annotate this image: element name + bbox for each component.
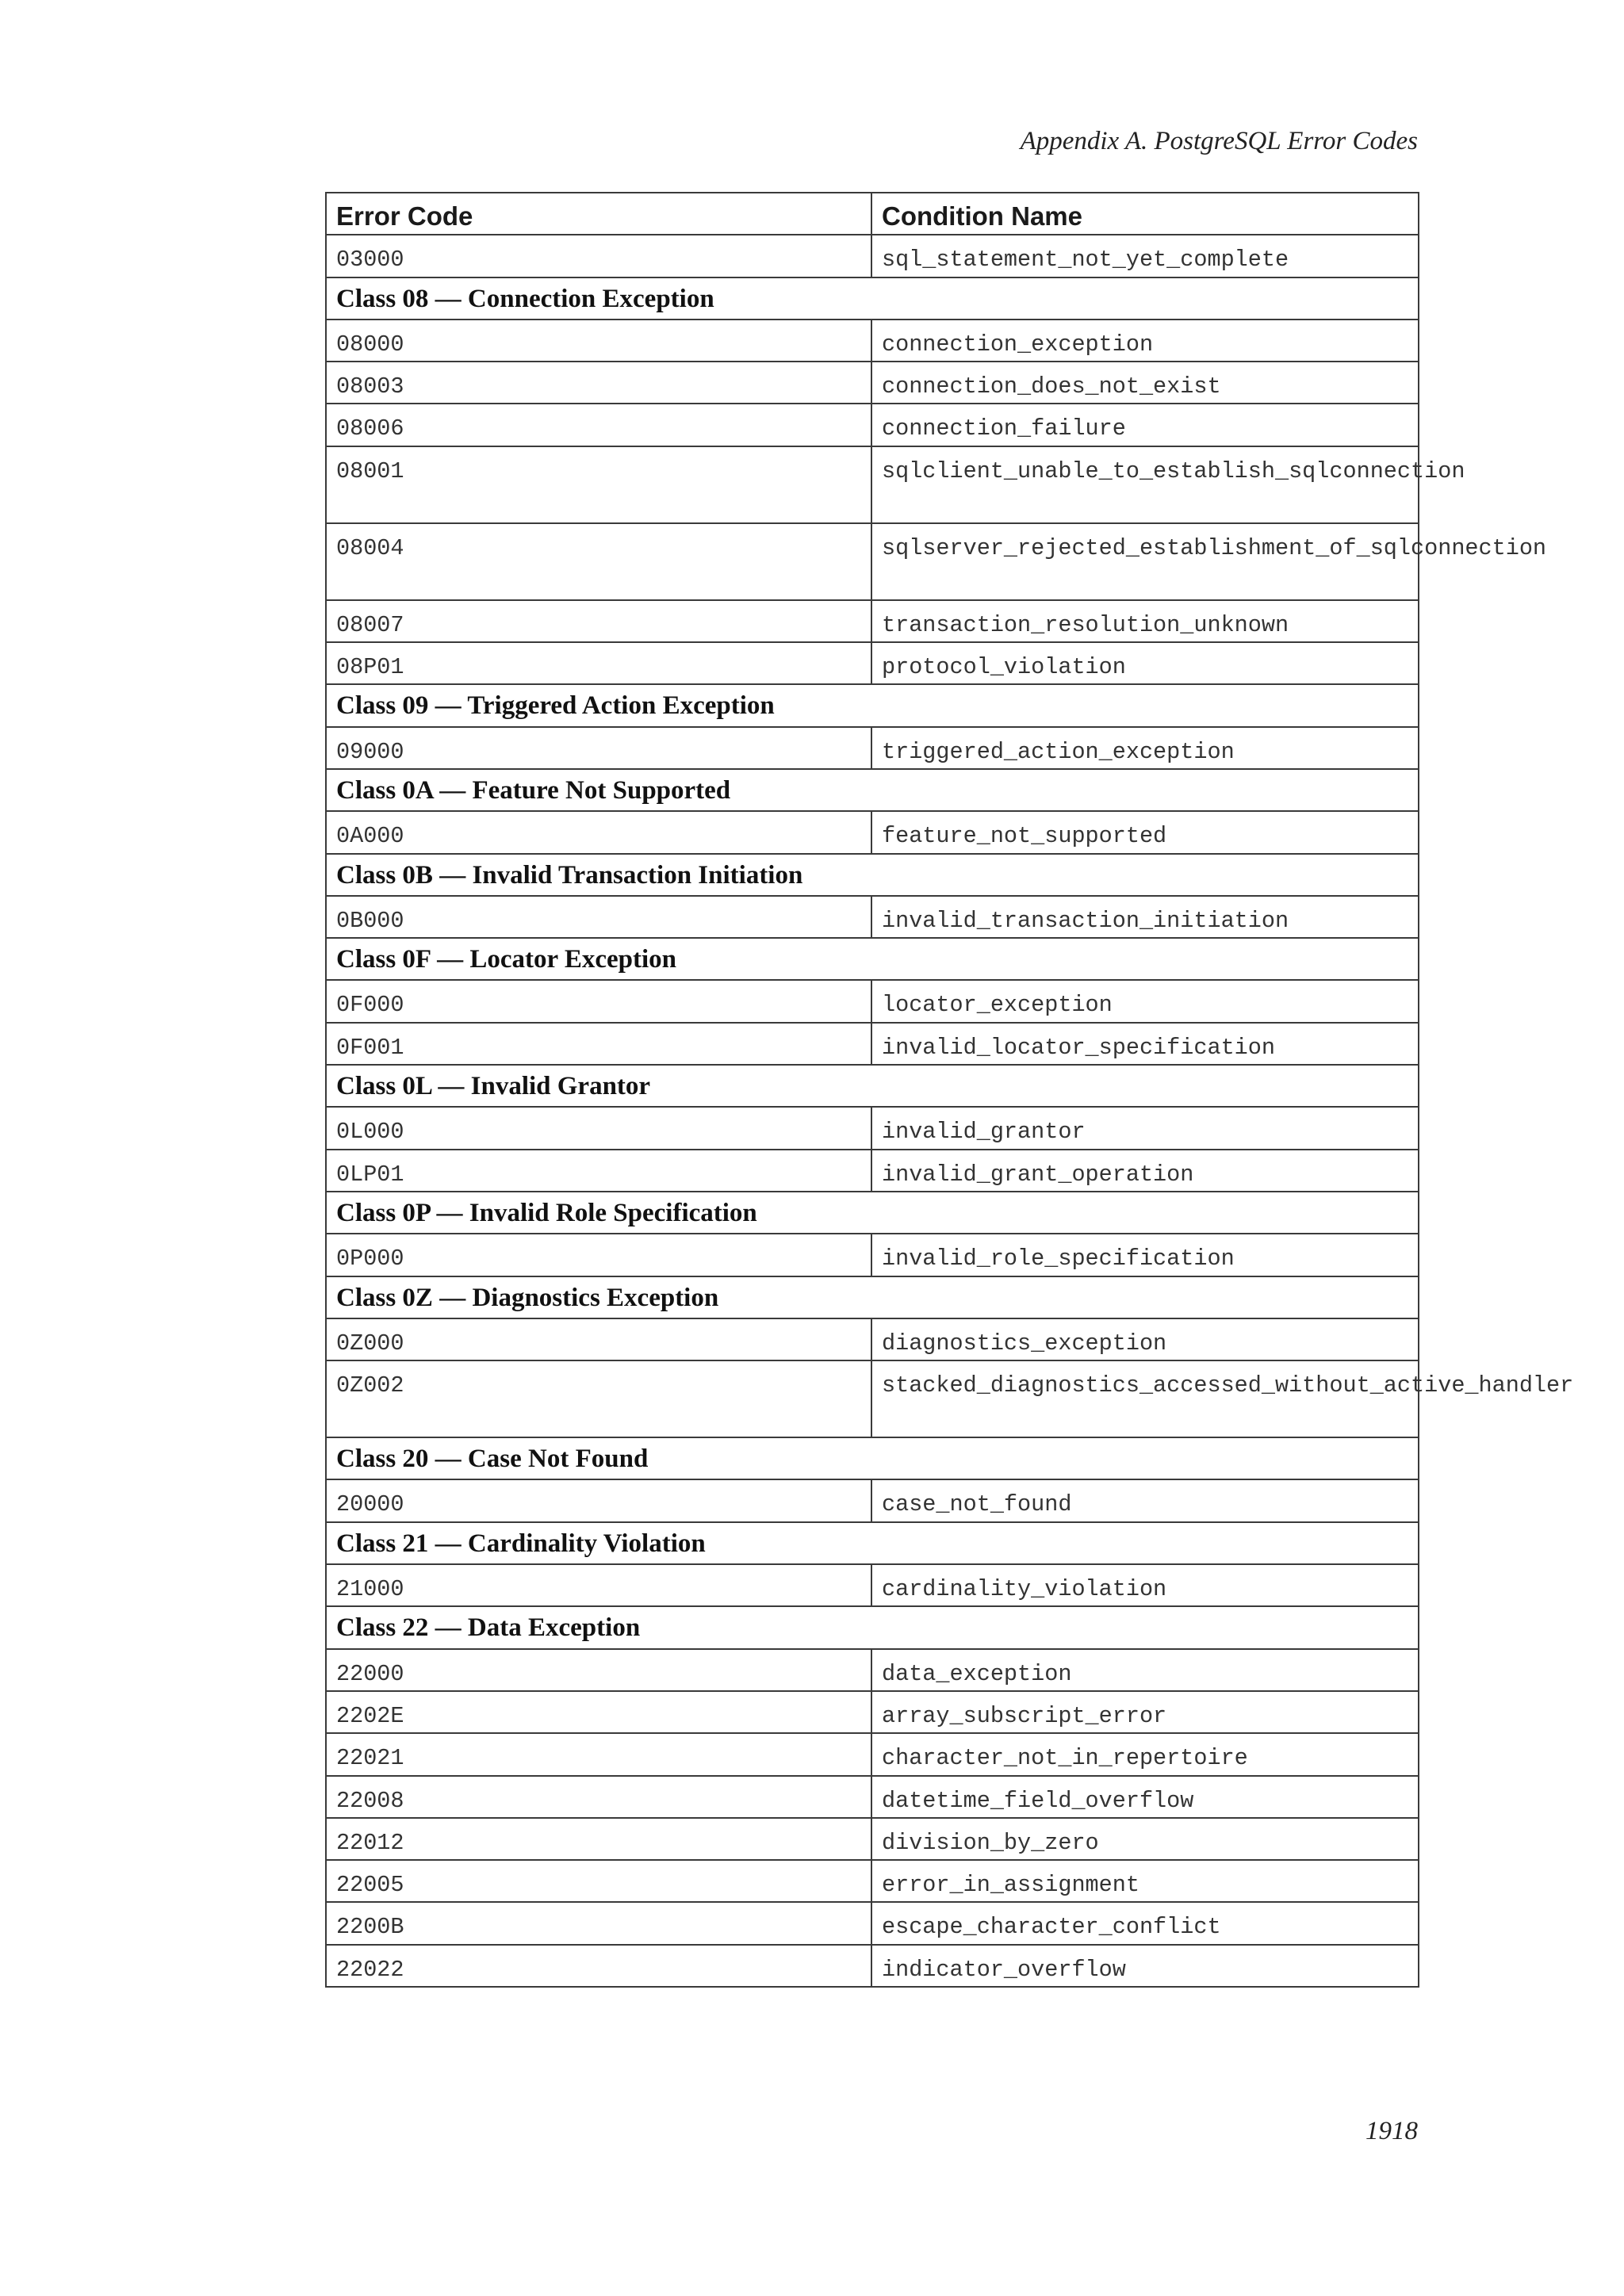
condition-name-cell: locator_exception: [871, 980, 1419, 1022]
error-code-cell: 08007: [326, 600, 871, 642]
class-title: Class 0Z — Diagnostics Exception: [326, 1276, 1419, 1318]
table-row: [326, 235, 1419, 277]
table-row: [326, 1860, 1419, 1902]
table-row: [326, 1150, 1419, 1192]
table-row: [326, 1234, 1419, 1276]
condition-name-cell: transaction_resolution_unknown: [871, 600, 1419, 642]
table-header-row: [326, 193, 1419, 235]
condition-name-cell: indicator_overflow: [871, 1945, 1419, 1987]
class-title: Class 0B — Invalid Transaction Initiation: [326, 854, 1419, 896]
table-row: [326, 811, 1419, 853]
table-row: [326, 1107, 1419, 1149]
class-header-row: [326, 769, 1419, 811]
table-row: [326, 404, 1419, 446]
error-code-cell: 0A000: [326, 811, 871, 853]
condition-name-cell: connection_failure: [871, 404, 1419, 446]
error-code-cell: 08000: [326, 320, 871, 362]
error-code-cell: 22008: [326, 1776, 871, 1818]
page-number: 1918: [1365, 2117, 1418, 2145]
error-code-cell: 22021: [326, 1733, 871, 1775]
condition-name-cell: array_subscript_error: [871, 1691, 1419, 1733]
table-row: [326, 1691, 1419, 1733]
error-code-cell: 22012: [326, 1818, 871, 1860]
class-title: Class 0F — Locator Exception: [326, 938, 1419, 980]
class-header-row: [326, 1192, 1419, 1234]
table-row: [326, 362, 1419, 404]
class-header-row: [326, 1276, 1419, 1318]
condition-name-cell: sqlserver_rejected_establishment_of_sqlconnection: [871, 523, 1419, 600]
class-header-row: [326, 1606, 1419, 1648]
condition-name-cell: sql_statement_not_yet_complete: [871, 235, 1419, 277]
condition-name-cell: invalid_transaction_initiation: [871, 896, 1419, 938]
error-code-cell: 03000: [326, 235, 871, 277]
error-code-cell: 0B000: [326, 896, 871, 938]
table-row: [326, 1945, 1419, 1987]
condition-name-cell: invalid_grant_operation: [871, 1150, 1419, 1192]
table-row: [326, 1360, 1419, 1437]
class-title: Class 20 — Case Not Found: [326, 1437, 1419, 1479]
table-row: [326, 523, 1419, 600]
column-header-error-code: Error Code: [326, 193, 871, 235]
error-code-cell: 08004: [326, 523, 871, 600]
table-row: [326, 1318, 1419, 1360]
condition-name-cell: connection_does_not_exist: [871, 362, 1419, 404]
table-row: [326, 1649, 1419, 1691]
table-row: [326, 727, 1419, 769]
condition-name-cell: diagnostics_exception: [871, 1318, 1419, 1360]
error-code-cell: 22000: [326, 1649, 871, 1691]
error-code-cell: 08006: [326, 404, 871, 446]
condition-name-cell: invalid_locator_specification: [871, 1023, 1419, 1065]
class-header-row: [326, 938, 1419, 980]
error-code-cell: 22005: [326, 1860, 871, 1902]
table-row: [326, 1818, 1419, 1860]
error-code-cell: 0F000: [326, 980, 871, 1022]
class-header-row: [326, 1065, 1419, 1107]
class-title: Class 21 — Cardinality Violation: [326, 1522, 1419, 1564]
table-row: [326, 1776, 1419, 1818]
table-body: [326, 235, 1574, 1987]
error-code-cell: 09000: [326, 727, 871, 769]
condition-name-cell: feature_not_supported: [871, 811, 1419, 853]
table-row: [326, 642, 1419, 684]
class-header-row: [326, 277, 1419, 320]
table-row: [326, 980, 1419, 1022]
error-code-cell: 20000: [326, 1479, 871, 1521]
condition-name-cell: data_exception: [871, 1649, 1419, 1691]
condition-name-cell: division_by_zero: [871, 1818, 1419, 1860]
error-code-table: [325, 192, 1574, 1988]
class-title: Class 0P — Invalid Role Specification: [326, 1192, 1419, 1234]
error-code-cell: 0L000: [326, 1107, 871, 1149]
error-code-cell: 2200B: [326, 1902, 871, 1944]
table-row: [326, 1902, 1419, 1944]
condition-name-cell: invalid_grantor: [871, 1107, 1419, 1149]
table-row: [326, 1733, 1419, 1775]
class-title: Class 0A — Feature Not Supported: [326, 769, 1419, 811]
error-code-cell: 08003: [326, 362, 871, 404]
condition-name-cell: triggered_action_exception: [871, 727, 1419, 769]
table-row: [326, 320, 1419, 362]
class-title: Class 0L — Invalid Grantor: [326, 1065, 1419, 1107]
condition-name-cell: sqlclient_unable_to_establish_sqlconnection: [871, 446, 1419, 523]
error-code-cell: 0Z002: [326, 1360, 871, 1437]
class-title: Class 22 — Data Exception: [326, 1606, 1419, 1648]
class-title: Class 08 — Connection Exception: [326, 277, 1419, 320]
column-header-condition-name: Condition Name: [871, 193, 1419, 235]
class-header-row: [326, 1522, 1419, 1564]
condition-name-cell: datetime_field_overflow: [871, 1776, 1419, 1818]
class-header-row: [326, 684, 1419, 726]
table-row: [326, 600, 1419, 642]
table-row: [326, 446, 1419, 523]
condition-name-cell: stacked_diagnostics_accessed_without_active_handler: [871, 1360, 1419, 1437]
condition-name-cell: protocol_violation: [871, 642, 1419, 684]
error-code-cell: 0P000: [326, 1234, 871, 1276]
table-row: [326, 1023, 1419, 1065]
condition-name-cell: cardinality_violation: [871, 1564, 1419, 1606]
condition-name-cell: case_not_found: [871, 1479, 1419, 1521]
condition-name-cell: error_in_assignment: [871, 1860, 1419, 1902]
error-code-cell: 0Z000: [326, 1318, 871, 1360]
condition-name-cell: invalid_role_specification: [871, 1234, 1419, 1276]
class-title: Class 09 — Triggered Action Exception: [326, 684, 1419, 726]
running-header: Appendix A. PostgreSQL Error Codes: [1020, 127, 1418, 155]
error-code-cell: 2202E: [326, 1691, 871, 1733]
table-row: [326, 1479, 1419, 1521]
condition-name-cell: character_not_in_repertoire: [871, 1733, 1419, 1775]
error-code-cell: 0F001: [326, 1023, 871, 1065]
table-row: [326, 896, 1419, 938]
condition-name-cell: connection_exception: [871, 320, 1419, 362]
error-code-cell: 08001: [326, 446, 871, 523]
condition-name-cell: escape_character_conflict: [871, 1902, 1419, 1944]
table-header: [326, 193, 1419, 235]
error-code-cell: 22022: [326, 1945, 871, 1987]
class-header-row: [326, 1437, 1419, 1479]
error-code-cell: 0LP01: [326, 1150, 871, 1192]
error-code-cell: 08P01: [326, 642, 871, 684]
error-code-cell: 21000: [326, 1564, 871, 1606]
table-row: [326, 1564, 1419, 1606]
class-header-row: [326, 854, 1419, 896]
